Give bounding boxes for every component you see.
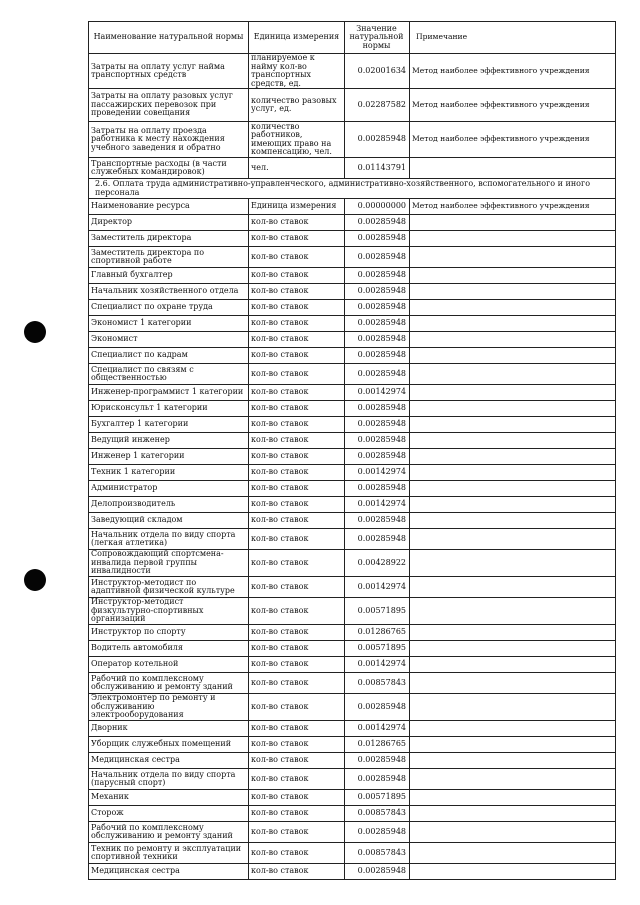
note-cell [410,529,616,550]
value-cell: 0.00857843 [345,806,410,822]
table-row [89,641,616,657]
resource-name-cell: Ведущий инженер [89,433,249,449]
table-row [89,433,616,449]
resource-name-cell: Главный бухгалтер [89,268,249,284]
value-cell: 0.00285948 [345,215,410,231]
note-cell: Метод наиболее эффективного учреждения [410,54,616,89]
unit-cell: кол-во ставок [249,215,345,231]
table-row [89,657,616,673]
resource-name-cell: Инструктор-методист физкультурно-спортивных организаций [89,598,249,625]
table-row [89,215,616,231]
note-cell [410,822,616,843]
value-cell: 0.00142974 [345,577,410,598]
value-cell: 0.02001634 [345,54,410,89]
note-cell [410,385,616,401]
resource-name-cell: Механик [89,790,249,806]
section-title: 2.6. Оплата труда административно-управленческого, административно-хозяйственного, вспомогательного и иного персонала [89,179,616,199]
resource-name-cell: Начальник отдела по виду спорта (парусный спорт) [89,769,249,790]
unit-cell: кол-во ставок [249,348,345,364]
note-cell [410,300,616,316]
unit-cell: кол-во ставок [249,790,345,806]
unit-cell: количество работников, имеющих право на компенсацию, чел. [249,122,345,158]
table-row [89,864,616,880]
value-cell: 0.00428922 [345,550,410,577]
value-cell: 0.00571895 [345,790,410,806]
unit-cell: кол-во ставок [249,806,345,822]
resource-name-cell: Рабочий по комплексному обслуживанию и ремонту зданий [89,673,249,694]
value-cell: 0.00285948 [345,284,410,300]
resource-name-cell: Экономист [89,332,249,348]
note-cell [410,158,616,179]
unit-cell: кол-во ставок [249,497,345,513]
unit-cell: количество разовых услуг, ед. [249,89,345,122]
table-row [89,806,616,822]
resource-name-cell: Заведующий складом [89,513,249,529]
note-cell [410,769,616,790]
resource-name-cell: Сопровождающий спортсмена-инвалида первой группы инвалидности [89,550,249,577]
unit-cell: кол-во ставок [249,284,345,300]
value-cell: 0.00285948 [345,401,410,417]
unit-cell: кол-во ставок [249,822,345,843]
note-cell [410,284,616,300]
unit-cell: кол-во ставок [249,316,345,332]
value-cell: 0.00285948 [345,822,410,843]
unit-cell: кол-во ставок [249,641,345,657]
value-cell: 0.00857843 [345,673,410,694]
table-row [89,790,616,806]
table-row [89,550,616,577]
table-row [89,843,616,864]
value-cell: 0.00285948 [345,449,410,465]
unit-cell: кол-во ставок [249,769,345,790]
table-row [89,158,616,179]
resource-name-cell: Заместитель директора по спортивной работе [89,247,249,268]
unit-cell: кол-во ставок [249,577,345,598]
unit-cell: кол-во ставок [249,864,345,880]
note-cell [410,497,616,513]
resource-name-cell: Администратор [89,481,249,497]
table-row [89,694,616,721]
note-cell: Метод наиболее эффективного учреждения [410,122,616,158]
unit-cell: кол-во ставок [249,268,345,284]
resource-name-cell: Инженер 1 категории [89,449,249,465]
note-cell [410,332,616,348]
table-row [89,231,616,247]
norm-name-cell: Затраты на оплату услуг найма транспортных средств [89,54,249,89]
header-name: Наименование натуральной нормы [89,22,249,54]
note-cell [410,577,616,598]
unit-cell: кол-во ставок [249,364,345,385]
note-cell [410,433,616,449]
header-note: Примечание [410,22,616,54]
note-cell [410,465,616,481]
value-cell: 0.00142974 [345,657,410,673]
table-row [89,481,616,497]
resource-name-cell: Специалист по кадрам [89,348,249,364]
value-cell: 0.00285948 [345,694,410,721]
note-cell [410,673,616,694]
table-row [89,721,616,737]
table-row [89,316,616,332]
unit-cell: кол-во ставок [249,300,345,316]
unit-cell: кол-во ставок [249,843,345,864]
value-cell: 0.00285948 [345,247,410,268]
resource-name-cell: Юрисконсульт 1 категории [89,401,249,417]
value-cell: 0.00285948 [345,481,410,497]
note-cell [410,694,616,721]
unit-cell: планируемое к найму кол-во транспортных средств, ед. [249,54,345,89]
value-cell: 0.00142974 [345,465,410,481]
unit-cell: кол-во ставок [249,433,345,449]
value-cell: 0.01286765 [345,737,410,753]
resource-header-row [89,199,616,215]
resource-header-note: Метод наиболее эффективного учреждения [410,199,616,215]
note-cell [410,513,616,529]
table-row [89,54,616,89]
resource-name-cell: Специалист по охране труда [89,300,249,316]
value-cell: 0.00285948 [345,348,410,364]
unit-cell: кол-во ставок [249,625,345,641]
note-cell [410,625,616,641]
note-cell [410,598,616,625]
table-row [89,753,616,769]
value-cell: 0.00285948 [345,769,410,790]
value-cell: 0.00857843 [345,843,410,864]
table-row [89,449,616,465]
table-row [89,247,616,268]
note-cell [410,268,616,284]
resource-name-cell: Медицинская сестра [89,753,249,769]
table-row [89,769,616,790]
note-cell [410,753,616,769]
note-cell [410,417,616,433]
unit-cell: кол-во ставок [249,753,345,769]
resource-name-cell: Бухгалтер 1 категории [89,417,249,433]
table-row [89,364,616,385]
table-row [89,401,616,417]
resource-name-cell: Инженер-программист 1 категории [89,385,249,401]
punch-hole-top [24,321,46,343]
resource-name-cell: Заместитель директора [89,231,249,247]
table-header-row [89,22,616,54]
value-cell: 0.00285948 [345,332,410,348]
note-cell [410,481,616,497]
table-row [89,625,616,641]
value-cell: 0.00571895 [345,598,410,625]
unit-cell: кол-во ставок [249,332,345,348]
note-cell [410,737,616,753]
resource-header-name: Наименование ресурса [89,199,249,215]
note-cell [410,364,616,385]
note-cell [410,231,616,247]
note-cell: Метод наиболее эффективного учреждения [410,89,616,122]
value-cell: 0.00285948 [345,417,410,433]
note-cell [410,215,616,231]
note-cell [410,657,616,673]
unit-cell: кол-во ставок [249,481,345,497]
table-row [89,513,616,529]
table-row [89,122,616,158]
unit-cell: кол-во ставок [249,657,345,673]
value-cell: 0.00142974 [345,385,410,401]
unit-cell: кол-во ставок [249,385,345,401]
unit-cell: кол-во ставок [249,247,345,268]
resource-name-cell: Экономист 1 категории [89,316,249,332]
note-cell [410,790,616,806]
punch-hole-bottom [24,569,46,591]
note-cell [410,721,616,737]
resource-header-value: 0.00000000 [345,199,410,215]
note-cell [410,641,616,657]
resource-name-cell: Водитель автомобиля [89,641,249,657]
resource-name-cell: Электромонтер по ремонту и обслуживанию электрооборудования [89,694,249,721]
value-cell: 0.00285948 [345,864,410,880]
note-cell [410,550,616,577]
resource-name-cell: Начальник хозяйственного отдела [89,284,249,300]
resource-header-unit: Единица измерения [249,199,345,215]
unit-cell: кол-во ставок [249,550,345,577]
resource-name-cell: Директор [89,215,249,231]
note-cell [410,316,616,332]
value-cell: 0.00285948 [345,433,410,449]
unit-cell: кол-во ставок [249,231,345,247]
resource-name-cell: Медицинская сестра [89,864,249,880]
table-row [89,673,616,694]
resource-name-cell: Начальник отдела по виду спорта (легкая атлетика) [89,529,249,550]
table-row [89,348,616,364]
norm-name-cell: Транспортные расходы (в части служебных командировок) [89,158,249,179]
resource-name-cell: Техник по ремонту и эксплуатации спортивной техники [89,843,249,864]
table-row [89,300,616,316]
unit-cell: кол-во ставок [249,694,345,721]
unit-cell: кол-во ставок [249,401,345,417]
table-row [89,417,616,433]
note-cell [410,348,616,364]
note-cell [410,449,616,465]
norms-table-body [89,22,616,880]
unit-cell: кол-во ставок [249,598,345,625]
unit-cell: кол-во ставок [249,465,345,481]
value-cell: 0.00285948 [345,316,410,332]
value-cell: 0.00285948 [345,529,410,550]
unit-cell: кол-во ставок [249,417,345,433]
resource-name-cell: Оператор котельной [89,657,249,673]
resource-name-cell: Инструктор по спорту [89,625,249,641]
norm-name-cell: Затраты на оплату проезда работника к месту нахождения учебного заведения и обратно [89,122,249,158]
resource-name-cell: Делопроизводитель [89,497,249,513]
value-cell: 0.01143791 [345,158,410,179]
value-cell: 0.01286765 [345,625,410,641]
unit-cell: кол-во ставок [249,721,345,737]
section-title-row [89,179,616,199]
resource-name-cell: Техник 1 категории [89,465,249,481]
value-cell: 0.00285948 [345,513,410,529]
note-cell [410,864,616,880]
header-value: Значение натуральной нормы [345,22,410,54]
unit-cell: чел. [249,158,345,179]
unit-cell: кол-во ставок [249,513,345,529]
norm-name-cell: Затраты на оплату разовых услуг пассажирских перевозок при проведении совещания [89,89,249,122]
note-cell [410,401,616,417]
value-cell: 0.02287582 [345,89,410,122]
unit-cell: кол-во ставок [249,529,345,550]
resource-name-cell: Рабочий по комплексному обслуживанию и ремонту зданий [89,822,249,843]
norms-table [88,21,616,880]
note-cell [410,247,616,268]
table-row [89,465,616,481]
note-cell [410,806,616,822]
table-row [89,284,616,300]
table-row [89,332,616,348]
value-cell: 0.00285948 [345,364,410,385]
unit-cell: кол-во ставок [249,673,345,694]
unit-cell: кол-во ставок [249,449,345,465]
resource-name-cell: Специалист по связям с общественностью [89,364,249,385]
note-cell [410,843,616,864]
value-cell: 0.00285948 [345,231,410,247]
resource-name-cell: Инструктор-методист по адаптивной физической культуре [89,577,249,598]
unit-cell: кол-во ставок [249,737,345,753]
table-row [89,529,616,550]
header-unit: Единица измерения [249,22,345,54]
table-row [89,822,616,843]
value-cell: 0.00142974 [345,721,410,737]
table-row [89,497,616,513]
resource-name-cell: Дворник [89,721,249,737]
value-cell: 0.00285948 [345,753,410,769]
table-row [89,385,616,401]
table-row [89,577,616,598]
resource-name-cell: Уборщик служебных помещений [89,737,249,753]
value-cell: 0.00142974 [345,497,410,513]
table-row [89,737,616,753]
table-row [89,89,616,122]
table-row [89,268,616,284]
value-cell: 0.00285948 [345,268,410,284]
resource-name-cell: Сторож [89,806,249,822]
value-cell: 0.00285948 [345,300,410,316]
value-cell: 0.00285948 [345,122,410,158]
table-row [89,598,616,625]
value-cell: 0.00571895 [345,641,410,657]
